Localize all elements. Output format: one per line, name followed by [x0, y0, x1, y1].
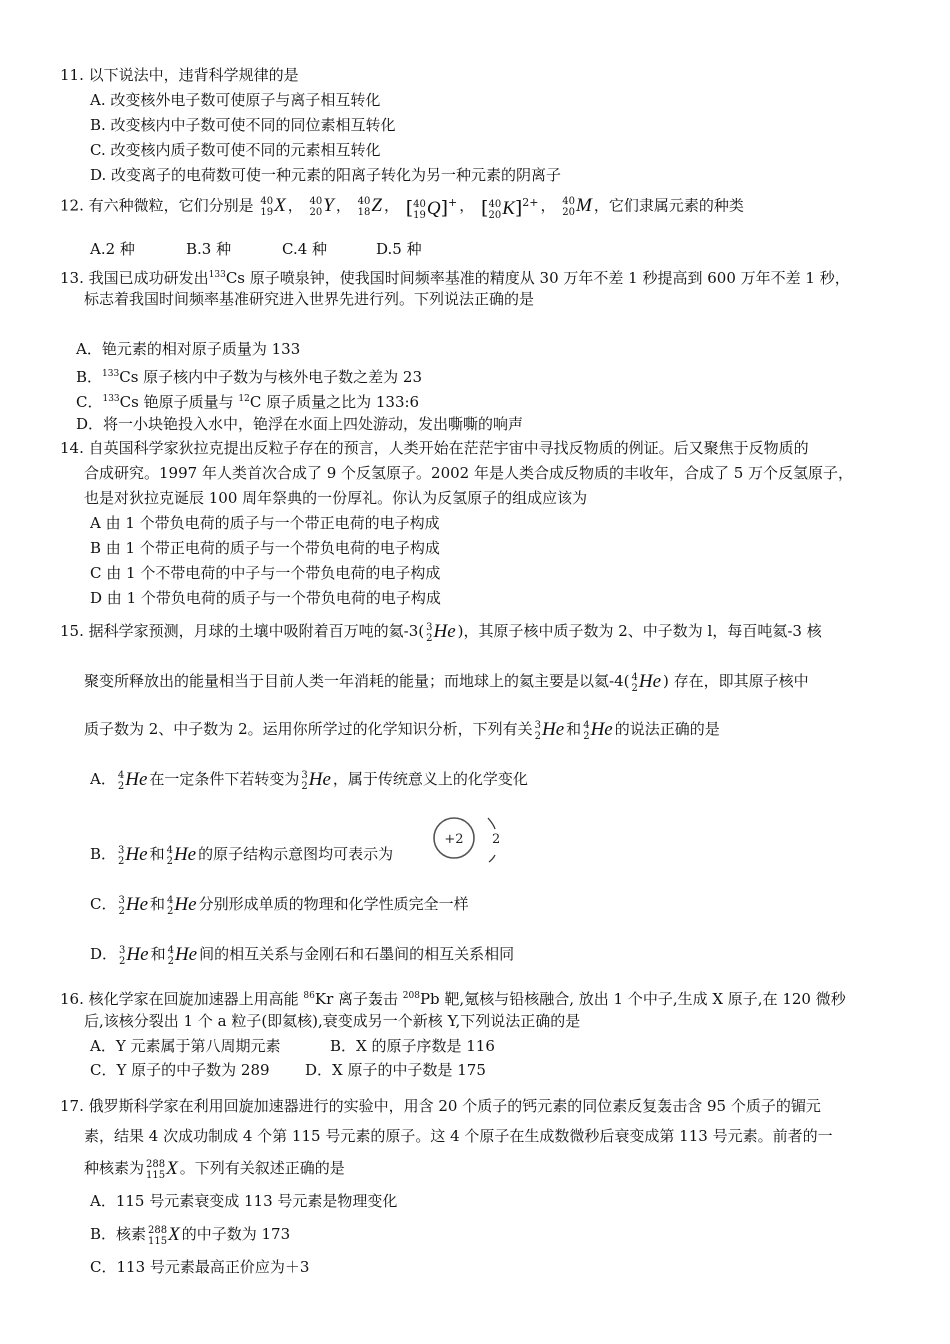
q11-option-b: B. 改变核内中子数可使不同的同位素相互转化	[90, 116, 396, 134]
q15-stem-line3: 质子数为 2、中子数为 2。运用你所学过的化学知识分析，下列有关 3 2 He 和 4 2 He 的说法正确的是	[84, 718, 720, 742]
element-115-symbol: 288 115 X	[146, 1157, 178, 1181]
particle-x: 40 19 X	[260, 195, 286, 218]
q11-stem: 11. 以下说法中，违背科学规律的是	[60, 66, 299, 84]
he3-symbol: 3 2 He	[118, 843, 148, 867]
q13-option-b: B．$^{133}$Cs 原子核内中子数为与核外电子数之差为 23	[76, 368, 423, 386]
particle-k-ion: [ 40 20 K]$^{2+}$	[481, 196, 539, 221]
q17-stem-line3: 种核素为 288 115 X 。下列有关叙述正确的是	[84, 1157, 345, 1181]
q13-option-c: C．$^{133}$Cs 铯原子质量与 $^{12}$C 原子质量之比为 133:6	[76, 393, 420, 411]
he3-symbol: 3 2 He	[119, 943, 149, 967]
q16-option-b: B．X 的原子序数是 116	[330, 1037, 495, 1055]
q15-stem-line1: 15. 据科学家预测，月球的土壤中吸附着百万吨的氦-3( 3 2 He )，其原子核中质子数为 2、中子数为 l，每百吨氦-3 核	[60, 620, 822, 644]
q14-stem-line2: 合成研究。1997 年人类首次合成了 9 个反氢原子。2002 年是人类合成反物质的丰收年，合成了 5 万个反氢原子，	[84, 464, 854, 482]
q17-option-b: B．核素 288 115 X 的中子数为 173	[90, 1223, 291, 1247]
q11-option-d: D. 改变离子的电荷数可使一种元素的阳离子转化为另一种元素的阴离子	[90, 166, 562, 184]
q14-option-d: D 由 1 个带负电荷的质子与一个带负电荷的电子构成	[90, 589, 441, 607]
q17-option-a: A．115 号元素衰变成 113 号元素是物理变化	[90, 1192, 398, 1210]
q12-option-d: D.5 种	[376, 240, 422, 258]
q14-stem-line1: 14. 自英国科学家狄拉克提出反粒子存在的预言，人类开始在茫茫宇宙中寻找反物质的例证。后又聚焦于反物质的	[60, 439, 809, 457]
particle-y: 40 20 Y	[309, 195, 334, 218]
q15-option-c: C． 3 2 He 和 4 2 He 分别形成单质的物理和化学性质完全一样	[90, 893, 469, 917]
q13-option-d: D．将一小块铯投入水中，铯浮在水面上四处游动，发出嘶嘶的响声	[76, 415, 524, 433]
he4-symbol: 4 2 He	[117, 768, 148, 792]
he4-symbol: 4 2 He	[167, 893, 197, 917]
he3-symbol: 3 2 He	[426, 620, 456, 644]
q14-option-b: B 由 1 个带正电荷的质子与一个带负电荷的电子构成	[90, 539, 440, 557]
q13-option-a: A．铯元素的相对原子质量为 133	[76, 340, 301, 358]
he4-symbol: 4 2 He	[583, 718, 613, 742]
he3-symbol: 3 2 He	[534, 718, 565, 742]
particle-m: 40 20 M	[562, 195, 592, 218]
q16-option-c: C．Y 原子的中子数为 289	[90, 1061, 270, 1079]
he4-symbol: 4 2 He	[166, 843, 197, 867]
particle-q-ion: [ 40 19 Q]+	[405, 196, 458, 221]
q11-option-a: A. 改变核外电子数可使原子与离子相互转化	[90, 91, 381, 109]
q16-stem-line2: 后,该核分裂出 1 个 a 粒子(即氦核),衰变成另一个新核 Y,下列说法正确的是	[84, 1012, 581, 1030]
q15-option-a: A． 4 2 He 在一定条件下若转变为 3 2 He ，属于传统意义上的化学变化	[90, 768, 528, 792]
q17-option-c: C．113 号元素最高正价应为＋3	[90, 1258, 310, 1276]
q17-stem-line2: 素，结果 4 次成功制成 4 个第 115 号元素的原子。这 4 个原子在生成数微秒后衰变成第 113 号元素。前者的一	[84, 1127, 833, 1145]
q14-option-a: A 由 1 个带负电荷的质子与一个带正电荷的电子构成	[90, 514, 440, 532]
q15-option-b: B． 3 2 He 和 4 2 He 的原子结构示意图均可表示为	[90, 843, 394, 867]
atomic-structure-diagram	[430, 815, 510, 865]
q16-stem-line1: 16. 核化学家在回旋加速器上用高能 $^{86}$Kr 离子轰击 $^{208}$Pb 靶,氪核与铅核融合, 放出 1 个中子,生成 X 原子,在 120 微秒	[60, 990, 846, 1008]
q13-stem-line2: 标志着我国时间频率基准研究进入世界先进行列。下列说法正确的是	[84, 290, 535, 308]
element-115-symbol: 288 115 X	[148, 1223, 180, 1247]
q12-option-a: A.2 种	[90, 240, 135, 258]
q12-stem: 12. 有六种微粒，它们分别是 40 19 X ， 40 20 Y ， 40 18 Z ， [ 40 19 Q]+ ， [ 40 20 K]$^{2+}$ ， 40 20 M ，它们隶属元素的种类	[60, 192, 744, 221]
q16-option-d: D．X 原子的中子数是 175	[305, 1061, 486, 1079]
q15-option-d: D． 3 2 He 和 4 2 He 间的相互关系与金刚石和石墨间的相互关系相同	[90, 943, 515, 967]
q12-option-c: C.4 种	[282, 240, 328, 258]
particle-z: 40 18 Z	[357, 195, 382, 218]
q12-stem-prefix: 12. 有六种微粒，它们分别是	[60, 196, 254, 215]
he4-symbol: 4 2 He	[631, 670, 661, 694]
he3-symbol: 3 2 He	[301, 768, 331, 792]
he4-symbol: 4 2 He	[167, 943, 198, 967]
diagram-shell-label: 2	[492, 832, 501, 847]
q14-stem-line3: 也是对狄拉克诞辰 100 周年祭典的一份厚礼。你认为反氢原子的组成应该为	[84, 489, 588, 507]
q17-stem-line1: 17. 俄罗斯科学家在利用回旋加速器进行的实验中，用含 20 个质子的钙元素的同位素反复轰击含 95 个质子的镅元	[60, 1097, 821, 1115]
q13-stem-line1: 13. 我国已成功研发出$^{133}$Cs 原子喷泉钟，使我国时间频率基准的精度从 30 万年不差 1 秒提高到 600 万年不差 1 秒，	[60, 269, 850, 287]
diagram-nucleus-label: +2	[444, 832, 464, 847]
q14-option-c: C 由 1 个不带电荷的中子与一个带负电荷的电子构成	[90, 564, 441, 582]
q16-option-a: A．Y 元素属于第八周期元素	[90, 1037, 281, 1055]
q15-stem-line2: 聚变所释放出的能量相当于目前人类一年消耗的能量；而地球上的氦主要是以氦-4( 4 2 He ) 存在，即其原子核中	[84, 670, 809, 694]
q12-stem-suffix: ，它们隶属元素的种类	[593, 196, 744, 215]
q11-option-c: C. 改变核内质子数可使不同的元素相互转化	[90, 141, 381, 159]
he3-symbol: 3 2 He	[118, 893, 149, 917]
q12-option-b: B.3 种	[186, 240, 232, 258]
